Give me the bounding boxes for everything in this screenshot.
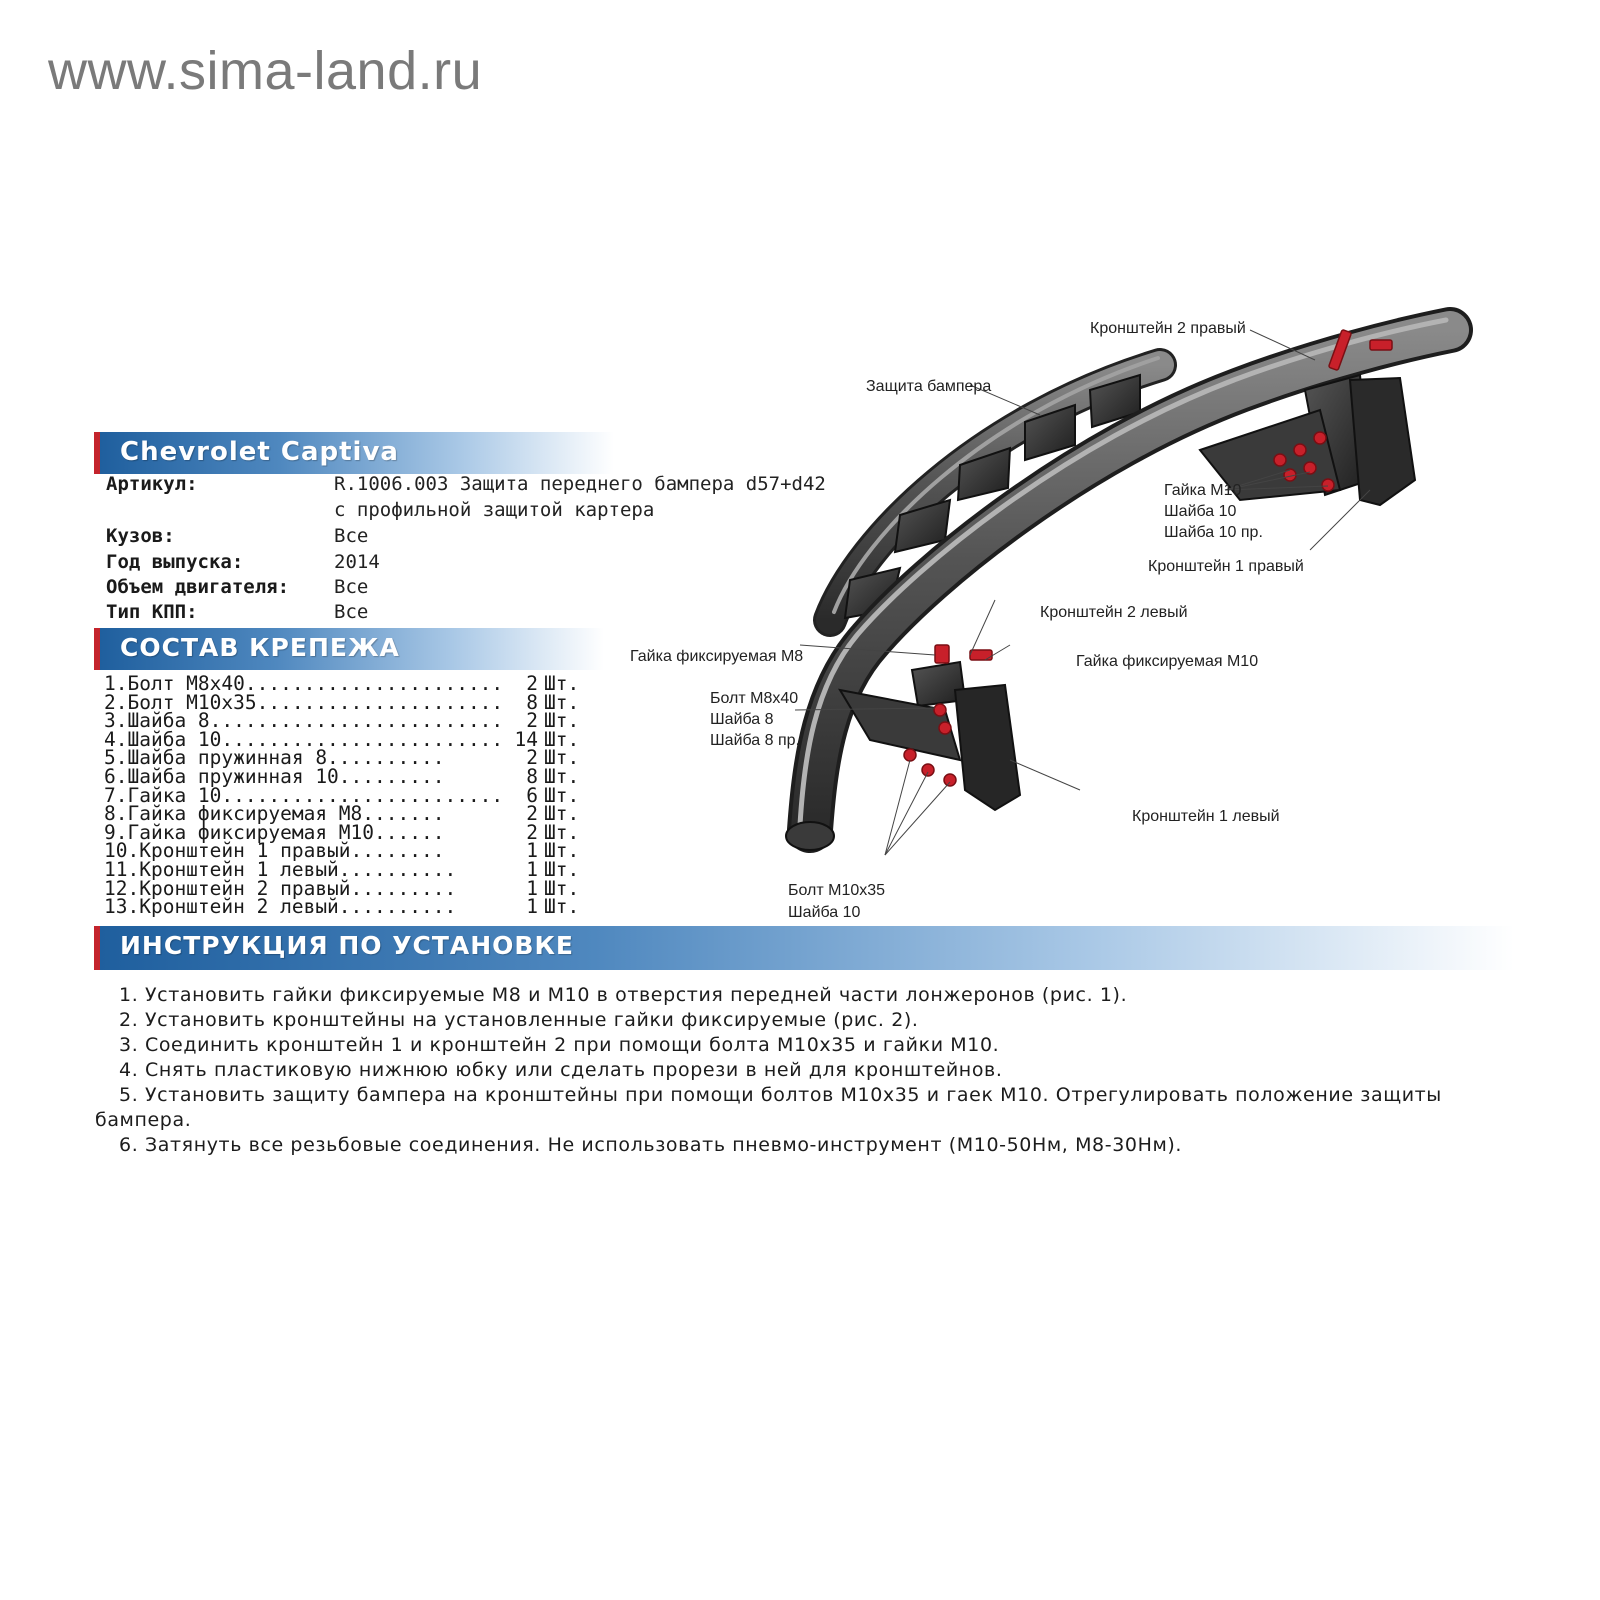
label-bracket1-left: Кронштейн 1 левый [1132,808,1280,825]
fastener-qty: 2 [526,802,538,826]
fastener-unit: Шт. [544,709,580,733]
fastener-qty: 2 [526,672,538,695]
label-bracket2-left: Кронштейн 2 левый [1040,604,1188,621]
fastener-qty: 2 [526,820,538,844]
page-title: Chevrolet Captiva [120,437,399,467]
spec-value: 2014 [334,551,380,573]
profile-plates [845,375,1140,618]
fastener-name: 11.Кронштейн 1 левый.......... [104,857,457,881]
spec-value: Все [334,525,369,547]
fastener-unit: Шт. [544,895,580,919]
fastener-unit: Шт. [544,764,580,788]
fastener-unit: Шт. [544,857,580,881]
fastener-qty: 2 [526,746,538,770]
fastener-unit: Шт. [544,839,580,863]
label-washer-8-spring: Шайба 8 пр. [710,732,800,749]
fastener-name: 3.Шайба 8......................... [104,709,504,733]
fastener-qty: 6 [526,783,538,807]
fastener-unit: Шт. [544,876,580,900]
fasteners-title: СОСТАВ КРЕПЕЖА [120,633,400,662]
fastener-qty: 1 [526,839,538,863]
fastener-unit: Шт. [544,672,580,695]
title-band [94,432,614,474]
spec-label: Год выпуска: [106,551,244,573]
fastener-name: 8.Гайка фиксируемая М8....... [104,802,445,826]
spec-value: R.1006.003 Защита переднего бампера d57+d42 [334,473,826,495]
fastener-unit: Шт. [544,820,580,844]
instruction-step: 6. Затянуть все резьбовые соединения. Не использовать пневмо-инструмент (М10-50Нм, М8-30Нм). [119,1134,1183,1156]
label-bracket2-right: Кронштейн 2 правый [1090,320,1246,337]
watermark: www.sima-land.ru [48,41,483,101]
instruction-step: 5. Установить защиту бампера на кронштейны при помощи болтов М10х35 и гаек М10. Отрегулировать положение защиты бампера. [95,1084,1442,1131]
fastener-qty: 14 [514,727,538,751]
instruction-step: 2. Установить кронштейны на установленные гайки фиксируемые (рис. 2). [119,1009,919,1031]
label-fixed-nut-m8: Гайка фиксируемая М8 [630,648,804,665]
spec-label: Объем двигателя: [106,576,290,598]
fastener-unit: Шт. [544,746,580,770]
fastener-name: 2.Болт М10х35..................... [104,690,504,714]
fastener-name: 9.Гайка фиксируемая М10...... [104,820,445,844]
instructions-list [95,983,1490,1158]
fastener-qty: 1 [526,876,538,900]
fasteners-band [94,628,604,670]
spec-label: Артикул: [106,473,198,495]
fastener-qty: 2 [526,709,538,733]
instruction-step: 3. Соединить кронштейн 1 и кронштейн 2 при помощи болта М10х35 и гайки М10. [119,1034,1000,1056]
spec-value: Все [334,601,369,623]
fastener-name: 10.Кронштейн 1 правый........ [104,839,445,863]
bracket-left [840,662,1020,810]
fastener-qty: 8 [526,764,538,788]
spec-value: Все [334,576,369,598]
label-washer-10-b: Шайба 10 [788,904,861,921]
fastener-unit: Шт. [544,727,580,751]
label-fixed-nut-m10: Гайка фиксируемая М10 [1076,653,1259,670]
instruction-step: 4. Снять пластиковую нижнюю юбку или сделать прорези в ней для кронштейнов. [119,1059,1003,1081]
label-washer-8: Шайба 8 [710,711,774,728]
fastener-name: 5.Шайба пружинная 8.......... [104,746,445,770]
fastener-name: 1.Болт М8х40...................... [104,672,504,695]
label-bumper-guard: Защита бампера [866,378,992,395]
fastener-unit: Шт. [544,783,580,807]
fastener-name: 7.Гайка 10........................ [104,783,504,807]
fastener-qty: 1 [526,857,538,881]
spec-label: Кузов: [106,525,175,547]
fastener-unit: Шт. [544,690,580,714]
fastener-name: 13.Кронштейн 2 левый.......... [104,895,457,919]
fastener-unit: Шт. [544,802,580,826]
label-bolt-m8: Болт М8х40 [710,690,799,707]
spec-label: Тип КПП: [106,601,198,623]
label-nut-m10: Гайка М10 [1164,482,1242,499]
fastener-name: 6.Шайба пружинная 10......... [104,764,445,788]
instruction-step: 1. Установить гайки фиксируемые М8 и М10 в отверстия передней части лонжеронов (рис. 1). [119,984,1128,1006]
spec-value-line2: с профильной защитой картера [334,499,655,521]
label-bracket1-right: Кронштейн 1 правый [1148,558,1304,575]
fastener-qty: 8 [526,690,538,714]
label-bolt-m10: Болт М10х35 [788,882,886,899]
fastener-name: 4.Шайба 10........................ [104,727,504,751]
instructions-title: ИНСТРУКЦИЯ ПО УСТАНОВКЕ [120,931,574,960]
fastener-qty: 1 [526,895,538,919]
label-washer-10: Шайба 10 [1164,503,1237,520]
fastener-name: 12.Кронштейн 2 правый......... [104,876,457,900]
label-washer-10-spring: Шайба 10 пр. [1164,524,1263,541]
